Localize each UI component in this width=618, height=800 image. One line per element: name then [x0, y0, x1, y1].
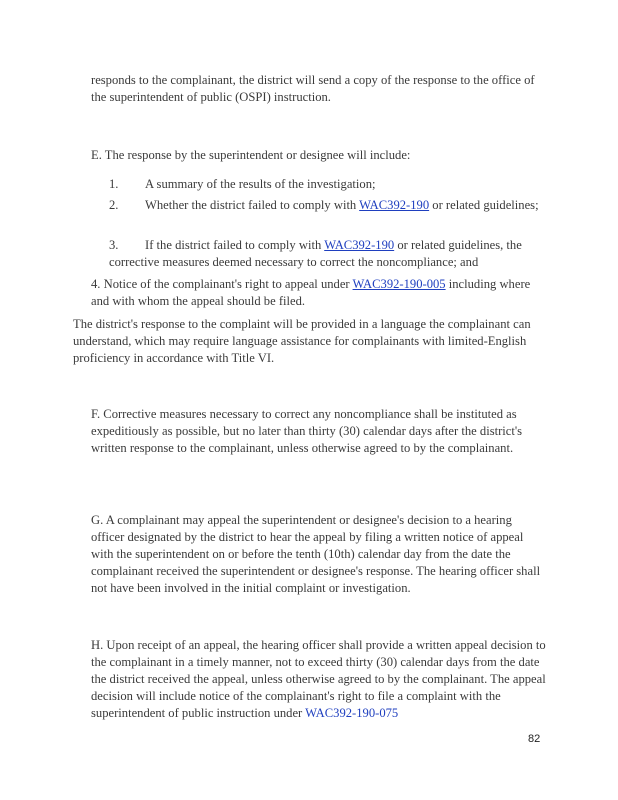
- section-e-heading: E. The response by the superintendent or designee will include:: [91, 148, 411, 162]
- wac-392-190-link[interactable]: WAC392-190: [324, 238, 395, 252]
- section-h-paragraph: [91, 637, 546, 722]
- list-number: 3.: [109, 238, 119, 252]
- list-text-tail: or related guidelines;: [429, 198, 539, 212]
- list-number: 1.: [109, 177, 119, 191]
- section-g-paragraph: G. A complainant may appeal the superintendent or designee's decision to a hearing officer designated by the district to hear the appeal by filing a written notice of appeal with the superintendent on or before the tenth (10th) calendar day from the date the complainant received the superintendent or designee's response. The hearing officer shall not have been involved in the initial complaint or investigation.: [91, 513, 541, 595]
- list-number: 2.: [109, 198, 119, 212]
- list-item-1: [109, 176, 546, 193]
- item-4-notice: [91, 276, 546, 310]
- language-assistance-paragraph: The district's response to the complaint will be provided in a language the complainant can understand, which may require language assistance for complainants with limited-English proficiency in accordance with Title VI.: [73, 317, 531, 365]
- page-number: 82: [528, 733, 541, 745]
- wac-392-190-005-link[interactable]: WAC392-190-005: [352, 277, 446, 291]
- list-text: Whether the district failed to comply with: [145, 198, 360, 212]
- list-text: If the district failed to comply with: [145, 238, 325, 252]
- list-item-2: [109, 197, 546, 214]
- list-item-3: [109, 237, 546, 271]
- wac-392-190-link[interactable]: WAC392-190: [359, 198, 430, 212]
- notice-text-tail: including where and with whom the appeal should be filed.: [91, 277, 531, 308]
- notice-text: 4. Notice of the complainant's right to appeal under: [91, 277, 353, 291]
- section-h-text: H. Upon receipt of an appeal, the hearing officer shall provide a written appeal decision to the complainant in a timely manner, not to exceed thirty (30) calendar days from the date the district received the appeal, unless otherwise agreed to by the complainant. The appeal decision will include notice of the complainant's right to file a complaint with the superintendent of public instruction under: [91, 638, 546, 720]
- wac-392-190-075-link[interactable]: WAC392-190-075: [305, 706, 399, 720]
- section-f-paragraph: F. Corrective measures necessary to correct any noncompliance shall be instituted as expeditiously as possible, but no later than thirty (30) calendar days after the district's written response to the complainant, unless otherwise agreed to by the complainant.: [91, 407, 523, 455]
- paragraph-response-copy: responds to the complainant, the district will send a copy of the response to the office of the superintendent of public (OSPI) instruction.: [91, 73, 535, 104]
- list-text: A summary of the results of the investigation;: [145, 177, 376, 191]
- list-text-tail: or related guidelines, the corrective measures deemed necessary to correct the noncompliance; and: [109, 238, 522, 269]
